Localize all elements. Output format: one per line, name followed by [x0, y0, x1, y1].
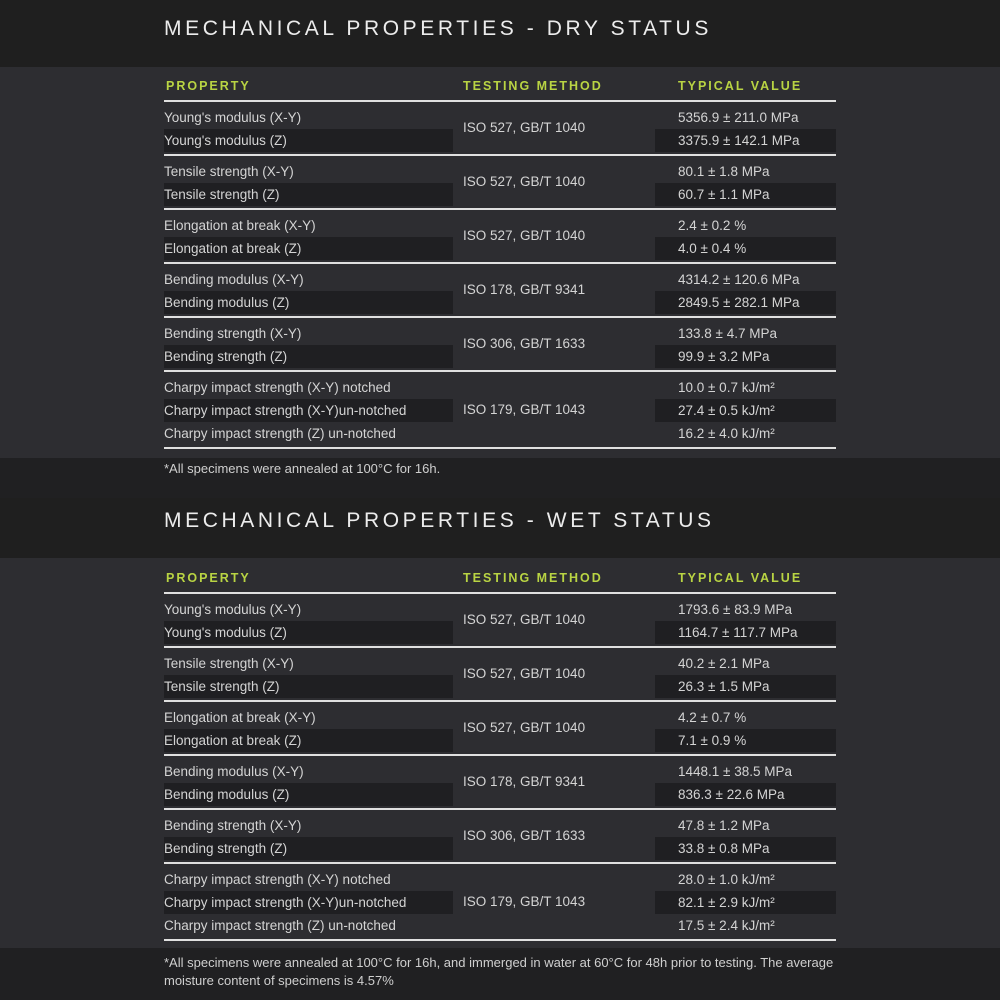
testing-method: ISO 179, GB/T 1043: [463, 893, 586, 909]
typical-value: 1448.1 ± 38.5 MPa: [678, 764, 792, 779]
typical-value: 17.5 ± 2.4 kJ/m²: [678, 918, 775, 933]
property-name: Young's modulus (X-Y): [164, 602, 302, 617]
table-row: [164, 422, 836, 445]
typical-value: 16.2 ± 4.0 kJ/m²: [678, 426, 775, 441]
table-bottom-rule: [164, 447, 836, 449]
property-name: Young's modulus (Z): [164, 133, 287, 148]
property-group: [164, 262, 836, 318]
column-header-typical-value: TYPICAL VALUE: [678, 571, 803, 585]
typical-value: 99.9 ± 3.2 MPa: [678, 349, 770, 364]
typical-value: 47.8 ± 1.2 MPa: [678, 818, 770, 833]
testing-method: ISO 527, GB/T 1040: [463, 666, 586, 681]
typical-value: 28.0 ± 1.0 kJ/m²: [678, 872, 775, 887]
property-name: Young's modulus (X-Y): [164, 110, 302, 125]
typical-value: 2849.5 ± 282.1 MPa: [678, 295, 800, 310]
footnote: *All specimens were annealed at 100°C for 16h.: [164, 461, 441, 476]
column-header-typical-value: TYPICAL VALUE: [678, 79, 803, 93]
property-name: Elongation at break (X-Y): [164, 218, 316, 233]
property-name: Tensile strength (Z): [164, 187, 280, 202]
typical-value: 1793.6 ± 83.9 MPa: [678, 602, 792, 617]
property-group: [164, 592, 836, 648]
typical-value: 3375.9 ± 142.1 MPa: [678, 133, 800, 148]
property-name: Charpy impact strength (X-Y)un-notched: [164, 403, 407, 418]
testing-method: ISO 527, GB/T 1040: [463, 720, 586, 735]
testing-method: ISO 527, GB/T 1040: [463, 174, 586, 189]
property-name: Bending modulus (X-Y): [164, 764, 304, 779]
column-header-testing-method: TESTING METHOD: [463, 571, 603, 585]
typical-value: 4.0 ± 0.4 %: [678, 241, 747, 256]
property-name: Elongation at break (Z): [164, 241, 302, 256]
testing-method: ISO 178, GB/T 9341: [463, 774, 586, 789]
property-name: Elongation at break (X-Y): [164, 710, 316, 725]
typical-value: 5356.9 ± 211.0 MPa: [678, 110, 799, 125]
typical-value: 133.8 ± 4.7 MPa: [678, 326, 777, 341]
typical-value: 2.4 ± 0.2 %: [678, 218, 747, 233]
property-name: Young's modulus (Z): [164, 625, 287, 640]
property-group: [164, 208, 836, 264]
testing-method: ISO 178, GB/T 9341: [463, 282, 586, 297]
testing-method: ISO 527, GB/T 1040: [463, 120, 586, 135]
property-name: Tensile strength (Z): [164, 679, 280, 694]
property-group: [164, 700, 836, 756]
property-name: Bending strength (Z): [164, 841, 288, 856]
testing-method: ISO 527, GB/T 1040: [463, 228, 586, 243]
typical-value: 7.1 ± 0.9 %: [678, 733, 747, 748]
typical-value: 27.4 ± 0.5 kJ/m²: [678, 403, 775, 418]
typical-value: 4314.2 ± 120.6 MPa: [678, 272, 800, 287]
testing-method: ISO 306, GB/T 1633: [463, 336, 586, 351]
typical-value: 60.7 ± 1.1 MPa: [678, 187, 770, 202]
typical-value: 80.1 ± 1.8 MPa: [678, 164, 770, 179]
property-group: [164, 100, 836, 156]
property-name: Bending strength (X-Y): [164, 818, 302, 833]
property-name: Charpy impact strength (X-Y) notched: [164, 872, 391, 887]
property-name: Charpy impact strength (Z) un-notched: [164, 918, 396, 933]
property-group: [164, 808, 836, 864]
property-name: Bending strength (Z): [164, 349, 288, 364]
typical-value: 40.2 ± 2.1 MPa: [678, 656, 770, 671]
section-title: MECHANICAL PROPERTIES - DRY STATUS: [164, 17, 712, 40]
property-name: Charpy impact strength (X-Y)un-notched: [164, 895, 407, 910]
testing-method: ISO 306, GB/T 1633: [463, 828, 586, 843]
typical-value: 4.2 ± 0.7 %: [678, 710, 747, 725]
typical-value: 82.1 ± 2.9 kJ/m²: [678, 895, 775, 910]
property-name: Bending strength (X-Y): [164, 326, 302, 341]
property-name: Charpy impact strength (Z) un-notched: [164, 426, 396, 441]
property-name: Tensile strength (X-Y): [164, 164, 294, 179]
testing-method: ISO 527, GB/T 1040: [463, 612, 586, 627]
property-name: Charpy impact strength (X-Y) notched: [164, 380, 391, 395]
property-group: [164, 646, 836, 702]
typical-value: 10.0 ± 0.7 kJ/m²: [678, 380, 775, 395]
property-group: [164, 370, 836, 449]
property-group: [164, 316, 836, 372]
typical-value: 33.8 ± 0.8 MPa: [678, 841, 770, 856]
typical-value: 836.3 ± 22.6 MPa: [678, 787, 785, 802]
typical-value: 26.3 ± 1.5 MPa: [678, 679, 770, 694]
testing-method: ISO 179, GB/T 1043: [463, 401, 586, 417]
property-name: Bending modulus (Z): [164, 295, 290, 310]
column-header-property: PROPERTY: [166, 571, 251, 585]
property-group: [164, 862, 836, 941]
property-name: Bending modulus (Z): [164, 787, 290, 802]
table-row: [164, 868, 836, 891]
property-group: [164, 154, 836, 210]
table-bottom-rule: [164, 939, 836, 941]
column-header-property: PROPERTY: [166, 79, 251, 93]
property-name: Tensile strength (X-Y): [164, 656, 294, 671]
property-group: [164, 754, 836, 810]
table-row: [164, 914, 836, 937]
column-header-testing-method: TESTING METHOD: [463, 79, 603, 93]
typical-value: 1164.7 ± 117.7 MPa: [678, 625, 798, 640]
table-row: [164, 376, 836, 399]
property-name: Bending modulus (X-Y): [164, 272, 304, 287]
section-title: MECHANICAL PROPERTIES - WET STATUS: [164, 509, 715, 532]
property-name: Elongation at break (Z): [164, 733, 302, 748]
footnote: *All specimens were annealed at 100°C for 16h, and immerged in water at 60°C for 48h prior to testing. The average moisture content of specimens is 4.57%: [164, 955, 834, 988]
